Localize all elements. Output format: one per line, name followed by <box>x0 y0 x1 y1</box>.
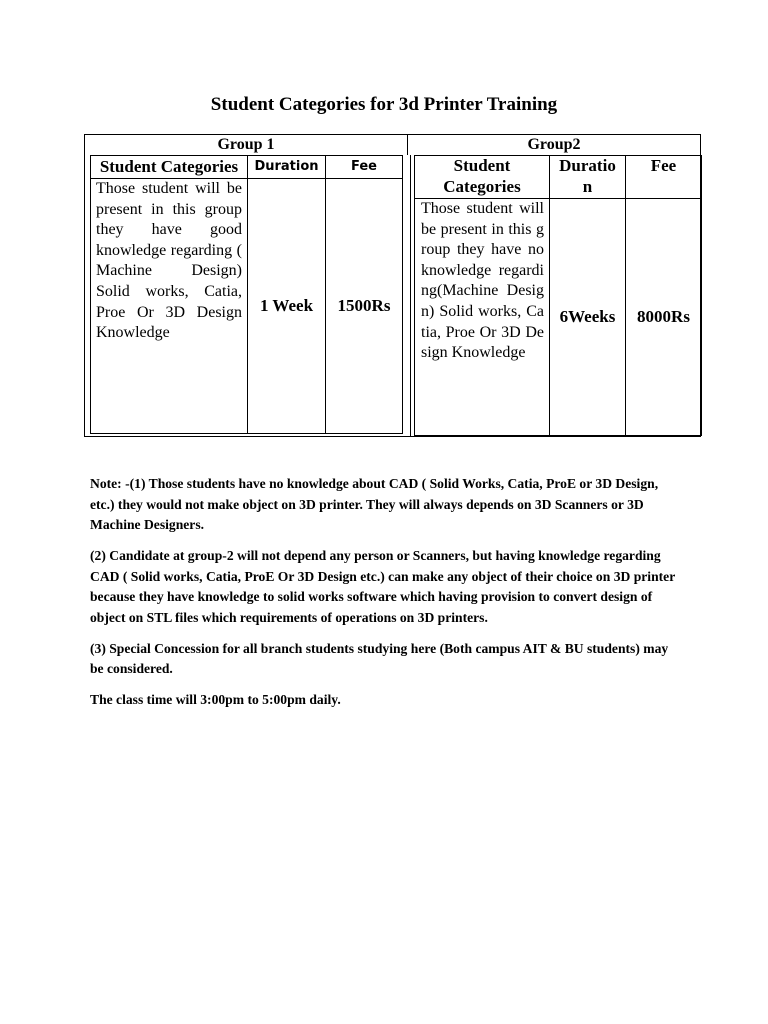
group-2-description: Those student will be present in this group they have no knowledge regarding(Machine Design) Solid works, Catia, Proe Or 3D Design Knowledge <box>415 199 550 436</box>
training-table <box>84 134 701 437</box>
note-2: (2) Candidate at group-2 will not depend any person or Scanners, but having knowledge regarding CAD ( Solid works, Catia, ProE Or 3D Design etc.) can make any object of their choice on 3D printer because they have knowledge to solid works software which having provision to convert design of object on STL files which requirements of operations on 3D printers. <box>90 548 675 625</box>
group-2-duration: 6Weeks <box>550 199 626 436</box>
page-title: Student Categories for 3d Printer Training <box>210 94 558 115</box>
group-1-table <box>90 155 403 434</box>
notes-section <box>90 474 680 721</box>
group-1-fee: 1500Rs <box>326 179 403 434</box>
table-double-rule <box>410 155 411 436</box>
note-1: Note: -(1) Those students have no knowledge about CAD ( Solid Works, Catia, ProE or 3D Design, etc.) they would not make object on 3D printer. They will always depends on 3D Scanners or 3D Machine Designers. <box>90 476 659 532</box>
group-2-fee-header: Fee <box>626 156 702 199</box>
group-2-categories-header: Student Categories <box>415 156 550 199</box>
group-1-heading: Group 1 <box>217 136 275 153</box>
group-2-fee: 8000Rs <box>626 199 702 436</box>
group-1-description: Those student will be present in this group they have good knowledge regarding ( Machine Design) Solid works, Catia, Proe Or 3D Design Knowledge <box>91 179 248 434</box>
group-1-duration-header: Duration <box>248 156 326 179</box>
group-1-duration: 1 Week <box>248 179 326 434</box>
class-time-note: The class time will 3:00pm to 5:00pm daily. <box>90 692 341 707</box>
group-2-heading: Group2 <box>527 136 581 153</box>
group-1-fee-header: Fee <box>326 156 403 179</box>
group-2-duration-header: Duration <box>550 156 626 199</box>
group-1-categories-header: Student Categories <box>91 156 248 179</box>
group-2-table <box>414 155 702 436</box>
note-3: (3) Special Concession for all branch students studying here (Both campus AIT & BU students) may be considered. <box>90 640 669 676</box>
